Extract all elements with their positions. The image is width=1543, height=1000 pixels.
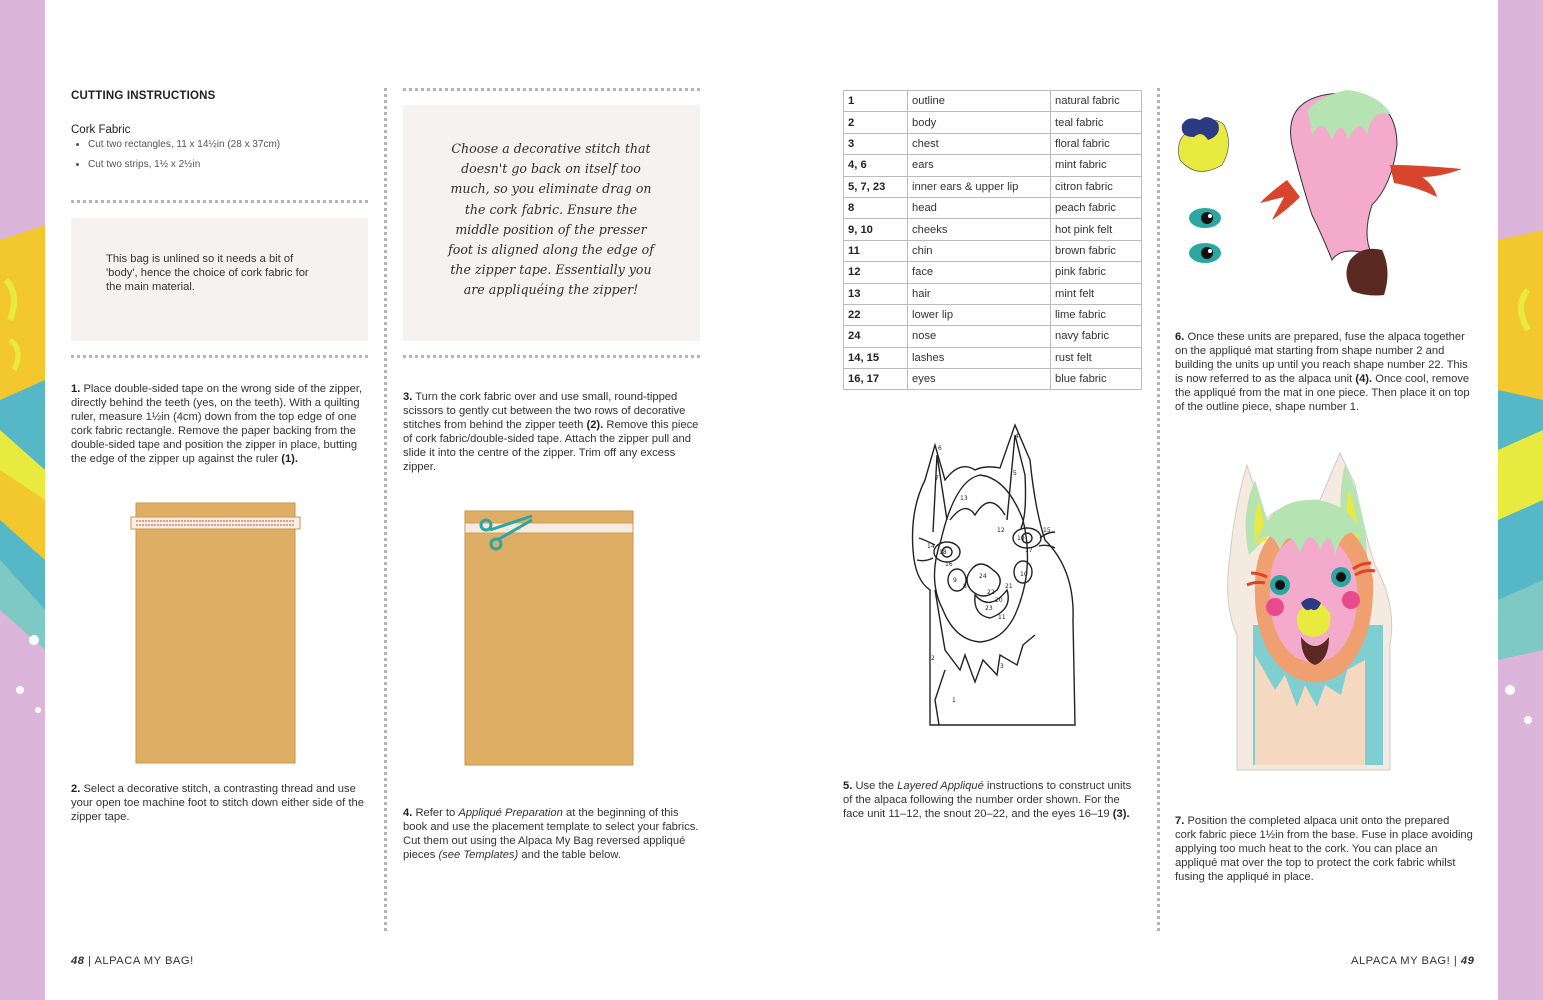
diagram-number: 23 bbox=[985, 605, 993, 612]
diagram-number: 10 bbox=[1020, 571, 1028, 578]
shape-number-cell: 3 bbox=[844, 133, 908, 154]
step-5 bbox=[843, 779, 1141, 821]
left-pattern-graphic bbox=[0, 0, 45, 1000]
diagram-number: 11 bbox=[998, 614, 1006, 621]
fabric-cell: peach fabric bbox=[1051, 197, 1142, 218]
step-5-text-c: instructions to construct units of the alpaca following the number order shown. For the face unit 11–12, the snout 20–22, and the eyes 16–19 bbox=[843, 780, 1132, 820]
step-3-number: 3. bbox=[403, 391, 413, 403]
diagram-number: 24 bbox=[979, 573, 987, 580]
diagram-number: 20 bbox=[995, 597, 1003, 604]
left-footer bbox=[71, 955, 194, 967]
part-cell: inner ears & upper lip bbox=[908, 176, 1051, 197]
step-5-text-a: Use the bbox=[855, 780, 895, 792]
left-decorative-edge bbox=[0, 0, 45, 1000]
step-4-text-e: and the table below. bbox=[521, 849, 621, 861]
step-7 bbox=[1175, 814, 1473, 884]
step-3 bbox=[403, 390, 701, 474]
diagram-number: 6 bbox=[938, 445, 942, 452]
diagram-number: 4 bbox=[1015, 433, 1019, 440]
left-footer-title: | ALPACA MY BAG! bbox=[88, 955, 194, 967]
figure-assembled-alpaca bbox=[1225, 445, 1400, 775]
fabric-cell: mint fabric bbox=[1051, 155, 1142, 176]
fabric-cell: rust felt bbox=[1051, 347, 1142, 368]
figure-2-ref: (2). bbox=[586, 419, 604, 431]
part-cell: ears bbox=[908, 155, 1051, 176]
shape-number-cell: 9, 10 bbox=[844, 219, 908, 240]
fabric-cell: blue fabric bbox=[1051, 369, 1142, 390]
note-box-text: This bag is unlined so it needs a bit of 'body', hence the choice of cork fabric for the main material. bbox=[106, 253, 309, 293]
eye-icon bbox=[1189, 243, 1221, 263]
fabric-cell: lime fabric bbox=[1051, 304, 1142, 325]
right-footer bbox=[1351, 955, 1474, 967]
cork-fabric-heading: Cork Fabric bbox=[71, 124, 131, 136]
step-1 bbox=[71, 382, 369, 466]
fabric-cell: navy fabric bbox=[1051, 326, 1142, 347]
shape-number-cell: 14, 15 bbox=[844, 347, 908, 368]
fabric-table-row bbox=[844, 283, 1142, 304]
part-cell: face bbox=[908, 262, 1051, 283]
diagram-number: 9 bbox=[953, 577, 957, 584]
fabric-cell: floral fabric bbox=[1051, 133, 1142, 154]
part-cell: chin bbox=[908, 240, 1051, 261]
fabric-table-row bbox=[844, 176, 1142, 197]
fabric-cell: citron fabric bbox=[1051, 176, 1142, 197]
step-6-text-a: Once these units are prepared, fuse the alpaca together on the appliqué mat starting from shape number 2 and building the units up until you reach shape number 22. This is now referred to as the alpaca unit bbox=[1175, 331, 1468, 385]
figure-1-ref: (1). bbox=[281, 453, 299, 465]
step-6-number: 6. bbox=[1175, 331, 1185, 343]
figure-4-ref: (4). bbox=[1355, 373, 1373, 385]
part-cell: chest bbox=[908, 133, 1051, 154]
step-6 bbox=[1175, 330, 1473, 414]
right-pattern-graphic bbox=[1498, 0, 1543, 1000]
diagram-number: 13 bbox=[960, 495, 968, 502]
diagram-number: 3 bbox=[1000, 663, 1004, 670]
shape-number-cell: 12 bbox=[844, 262, 908, 283]
part-cell: nose bbox=[908, 326, 1051, 347]
step-4-link-applique-preparation: Appliqué Preparation bbox=[458, 807, 563, 819]
fabric-table-row bbox=[844, 91, 1142, 112]
shape-number-cell: 4, 6 bbox=[844, 155, 908, 176]
part-cell: eyes bbox=[908, 369, 1051, 390]
right-decorative-edge bbox=[1498, 0, 1543, 1000]
step-1-text: Place double-sided tape on the wrong side of the zipper, directly behind the teeth (yes, on the teeth). With a quilting ruler, measure 1½in (4cm) down from the top edge of one cork fabric rectangle. Remove the paper backing from the double-sided tape and position the zipper in place, butting the edge of the zipper up against the ruler bbox=[71, 383, 363, 465]
figure-3-ref: (3). bbox=[1112, 808, 1130, 820]
fabric-table-row bbox=[844, 155, 1142, 176]
figure-units-pieces bbox=[1172, 85, 1472, 300]
shape-number-cell: 24 bbox=[844, 326, 908, 347]
part-cell: lower lip bbox=[908, 304, 1051, 325]
step-3-text-cont: Remove this piece of cork fabric/double-sided tape. Attach the zipper pull and slide it into the centre of the zipper. Trim off any excess zipper. bbox=[403, 419, 699, 473]
alpaca-numbered-diagram bbox=[905, 420, 1080, 730]
fabric-table bbox=[843, 90, 1142, 390]
part-cell: body bbox=[908, 112, 1051, 133]
shape-number-cell: 22 bbox=[844, 304, 908, 325]
step-4-templates-ref: (see Templates) bbox=[438, 849, 519, 861]
divider bbox=[403, 355, 700, 358]
part-cell: lashes bbox=[908, 347, 1051, 368]
diagram-number: 8 bbox=[963, 583, 967, 590]
step-5-layered-applique: Layered Appliqué bbox=[897, 780, 984, 792]
diagram-number: 5 bbox=[1013, 470, 1017, 477]
step-1-number: 1. bbox=[71, 383, 81, 395]
cork-cut-list bbox=[71, 135, 371, 175]
right-page-number: 49 bbox=[1460, 955, 1475, 967]
shape-number-cell: 16, 17 bbox=[844, 369, 908, 390]
column-divider bbox=[384, 88, 387, 931]
fabric-table-row bbox=[844, 262, 1142, 283]
step-2-text: Select a decorative stitch, a contrasting thread and use your open toe machine foot to stitch down either side of the zipper tape. bbox=[71, 783, 364, 823]
fabric-cell: teal fabric bbox=[1051, 112, 1142, 133]
shape-number-cell: 8 bbox=[844, 197, 908, 218]
left-page-number: 48 bbox=[71, 955, 85, 967]
fabric-cell: mint felt bbox=[1051, 283, 1142, 304]
shape-number-cell: 11 bbox=[844, 240, 908, 261]
fabric-table-row bbox=[844, 240, 1142, 261]
shape-number-cell: 2 bbox=[844, 112, 908, 133]
step-6-text-b: Once cool, remove the appliqué from the mat in one piece. Then place it on top of the outline piece, shape number 1. bbox=[1175, 373, 1470, 413]
fabric-cell: pink fabric bbox=[1051, 262, 1142, 283]
figure-1-cork-zipper bbox=[128, 500, 303, 765]
diagram-number: 12 bbox=[997, 527, 1005, 534]
diagram-number: 22 bbox=[987, 589, 995, 596]
fabric-table-row bbox=[844, 347, 1142, 368]
diagram-number: 19 bbox=[1017, 535, 1025, 542]
step-7-text: Position the completed alpaca unit onto the prepared cork fabric piece 1½in from the base. Fuse in place avoiding applying too much heat to the cork. You can place an appliqué mat over the top to protect the cork fabric whilst fusing the appliqué in place. bbox=[1175, 815, 1473, 883]
fabric-cell: natural fabric bbox=[1051, 91, 1142, 112]
cutting-instructions-heading: CUTTING INSTRUCTIONS bbox=[71, 90, 216, 102]
diagram-number: 2 bbox=[931, 655, 935, 662]
diagram-number: 1 bbox=[952, 697, 956, 704]
right-footer-title: ALPACA MY BAG! | bbox=[1351, 955, 1458, 967]
cork-cut-item: • Cut two rectangles, 11 x 14½in (28 x 37cm) bbox=[88, 135, 371, 155]
tip-box-text: Choose a decorative stitch that doesn't go back on itself too much, so you eliminate drag on the cork fabric. Ensure the middle position of the presser foot is aligned along the edge of the zipper tape. Essentially you are appliquéing the zipper! bbox=[448, 141, 654, 298]
part-cell: hair bbox=[908, 283, 1051, 304]
divider bbox=[71, 355, 368, 358]
figure-2-cut-zipper bbox=[462, 508, 637, 768]
fabric-table-row bbox=[844, 197, 1142, 218]
fabric-table-row bbox=[844, 326, 1142, 347]
step-2 bbox=[71, 782, 369, 824]
divider bbox=[71, 200, 368, 203]
fabric-table-row bbox=[844, 219, 1142, 240]
step-4 bbox=[403, 806, 701, 862]
fabric-table-row bbox=[844, 304, 1142, 325]
tip-box bbox=[403, 105, 700, 341]
shape-number-cell: 5, 7, 23 bbox=[844, 176, 908, 197]
part-cell: head bbox=[908, 197, 1051, 218]
diagram-number: 16 bbox=[945, 561, 953, 568]
fabric-cell: brown fabric bbox=[1051, 240, 1142, 261]
step-7-number: 7. bbox=[1175, 815, 1185, 827]
part-cell: outline bbox=[908, 91, 1051, 112]
step-2-number: 2. bbox=[71, 783, 81, 795]
cork-cut-item: • Cut two strips, 1½ x 2½in bbox=[88, 155, 371, 175]
fabric-table-row bbox=[844, 133, 1142, 154]
shape-number-cell: 1 bbox=[844, 91, 908, 112]
shape-number-cell: 13 bbox=[844, 283, 908, 304]
diagram-number: 17 bbox=[1025, 547, 1033, 554]
part-cell: cheeks bbox=[908, 219, 1051, 240]
step-4-text-c: at the beginning of this book and use the placement template to select your fabrics. Cut them out using the Alpaca My Bag reversed appliqué pieces bbox=[403, 807, 699, 861]
fabric-cell: hot pink felt bbox=[1051, 219, 1142, 240]
eye-icon bbox=[1189, 208, 1221, 228]
diagram-number: 14 bbox=[927, 543, 935, 550]
step-3-text: Turn the cork fabric over and use small, round-tipped scissors to gently cut between the two rows of decorative stitches from behind the zipper teeth bbox=[403, 391, 686, 431]
diagram-number: 15 bbox=[1043, 527, 1051, 534]
fabric-table-row bbox=[844, 369, 1142, 390]
note-box bbox=[71, 218, 368, 341]
fabric-table-row bbox=[844, 112, 1142, 133]
step-4-text-a: Refer to bbox=[415, 807, 456, 819]
diagram-number: 7 bbox=[935, 475, 939, 482]
step-5-number: 5. bbox=[843, 780, 853, 792]
step-4-number: 4. bbox=[403, 807, 413, 819]
diagram-number: 21 bbox=[1005, 583, 1013, 590]
diagram-number: 18 bbox=[939, 549, 947, 556]
column-divider bbox=[1157, 88, 1160, 931]
divider bbox=[403, 88, 700, 91]
